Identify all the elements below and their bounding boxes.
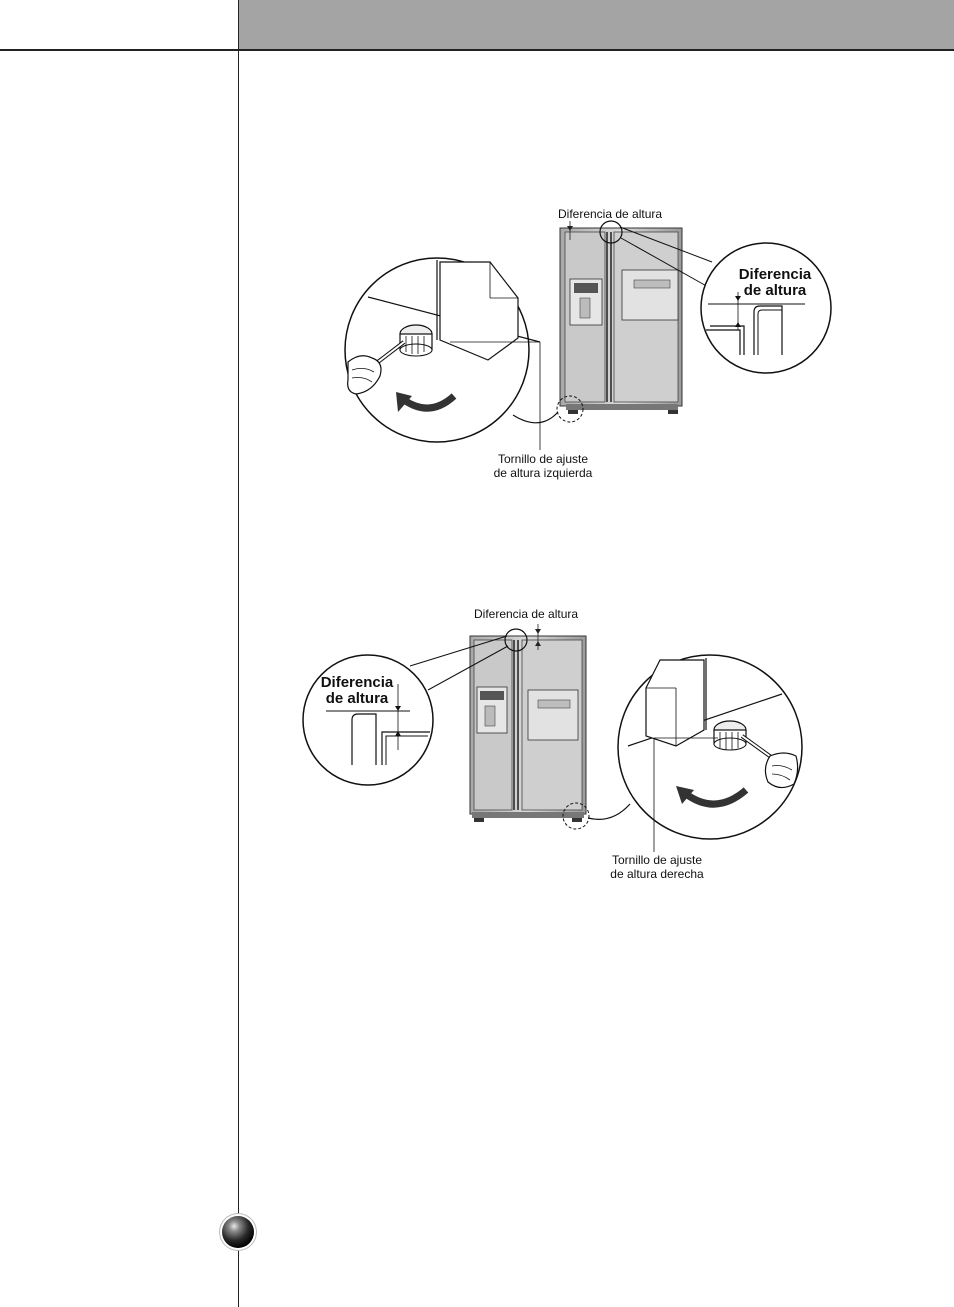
zoom-label-bottom [318,675,396,707]
zoom-circle-left-screw [345,258,558,450]
screw-label-right [602,853,712,881]
height-diff-label-top: Diferencia de altura [558,207,663,221]
screw-label-left-line1: Tornillo de ajuste [497,452,589,466]
zoom-label-bottom-line1: Diferencia [320,674,394,691]
zoom-label-top-line2: de altura [743,282,807,299]
page-bullet-marker [222,1216,254,1248]
screw-label-right-line2: de altura derecha [610,867,704,881]
zoom-label-top-line1: Diferencia [738,266,812,283]
zoom-label-bottom-line2: de altura [325,690,389,707]
zoom-circle-height-gap [701,243,831,373]
screw-label-left-line2: de altura izquierda [493,466,593,480]
refrigerator-illustration [560,228,682,414]
figure-right-screw-adjustment [0,560,954,900]
zoom-label-top [736,267,814,299]
screw-label-left [488,452,598,480]
refrigerator-illustration-2 [470,636,586,822]
figure-top-drawing [0,0,954,520]
zoom-circle-right-screw [588,655,802,852]
figure-left-screw-adjustment [0,0,954,520]
height-diff-label-bottom: Diferencia de altura [474,607,579,621]
screw-label-right-line1: Tornillo de ajuste [611,853,703,867]
